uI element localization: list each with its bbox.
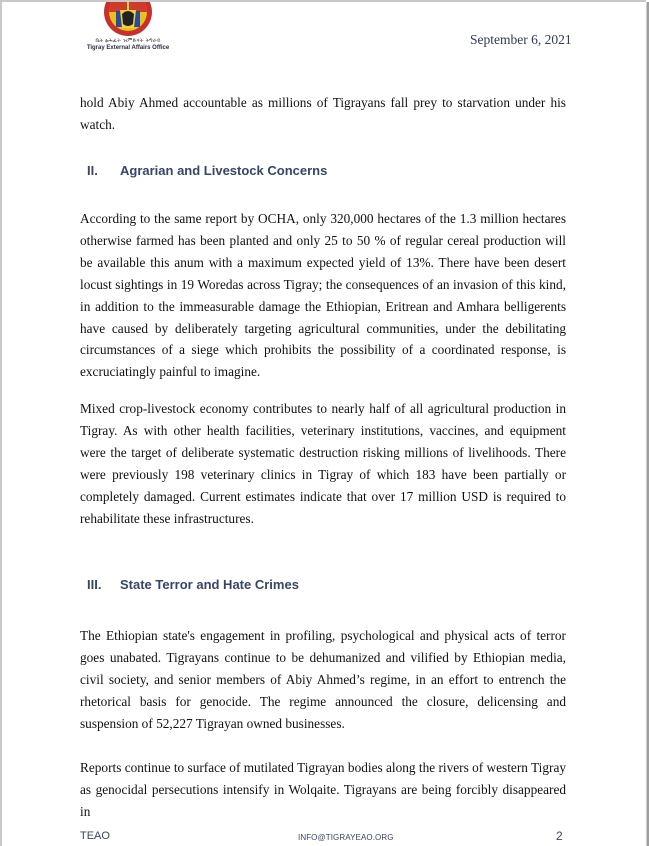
section-number: II. (87, 163, 98, 178)
paragraph-state-terror-1: The Ethiopian state's engagement in profiling, psychological and physical acts of terror goes unabated. Tigrayans continue to be dehumanized and vilified by Ethiopian media, civil society, and senior members of Abiy Ahmed’s regime, in an effort to entrench the rhetorical basis for genocide. The regime announced the closure, delicensing and suspension of 52,227 Tigrayan owned businesses. (80, 628, 566, 731)
paragraph-agrarian-1: According to the same report by OCHA, only 320,000 hectares of the 1.3 million hectares otherwise farmed has been planted and only 25 to 50 % of regular cereal production will be available this anum with a maximum expected yield of 13%. There have been desert locust sightings in 19 Woredas across Tigray; the consequences of an invasion of this kind, in addition to the immeasurable damage the Ethiopian, Eritrean and Amhara belligerents have caused by deliberately targeting agricultural communities, under the debilitating circumstances of a siege which prohibits the possibility of a coordinated response, is excruciatingly painful to imagine. (80, 211, 566, 380)
footer-org: TEAO (80, 830, 110, 842)
org-name: Tigray External Affairs Office (86, 45, 170, 51)
footer-email: INFO@TIGRAYEAO.ORG (298, 833, 394, 842)
section-title: Agrarian and Livestock Concerns (120, 163, 328, 178)
intro-paragraph: hold Abiy Ahmed accountable as millions of Tigrayans fall prey to starvation under his watch. (80, 95, 566, 132)
document-date: September 6, 2021 (470, 32, 572, 47)
section-heading-agrarian (87, 163, 327, 178)
tigray-emblem-icon (100, 2, 156, 38)
page-number: 2 (556, 829, 563, 843)
paragraph-agrarian-2: Mixed crop-livestock economy contributes to nearly half of all agricultural production in Tigray. As with other health facilities, veterinary institutions, vaccines, and equipment were the target of deliberate systematic destruction risking millions of livelihoods. There were previously 198 veterinary clinics in Tigray of which 183 have been partially or completely damaged. Current estimates indicate that over 17 million USD is required to rehabilitate these infrastructures. (80, 401, 566, 526)
section-heading-state-terror (87, 577, 299, 592)
header-logo (83, 2, 173, 54)
org-name-amharic: ቤት ፅሕፈት ዝምድናት ትግራይ (95, 38, 161, 44)
section-number: III. (87, 577, 102, 592)
section-title: State Terror and Hate Crimes (120, 577, 299, 592)
paragraph-state-terror-2: Reports continue to surface of mutilated Tigrayan bodies along the rivers of western Tigray as genocidal persecutions intensify in Wolqaite. Tigrayans are being forcibly disappeared in (80, 760, 566, 819)
